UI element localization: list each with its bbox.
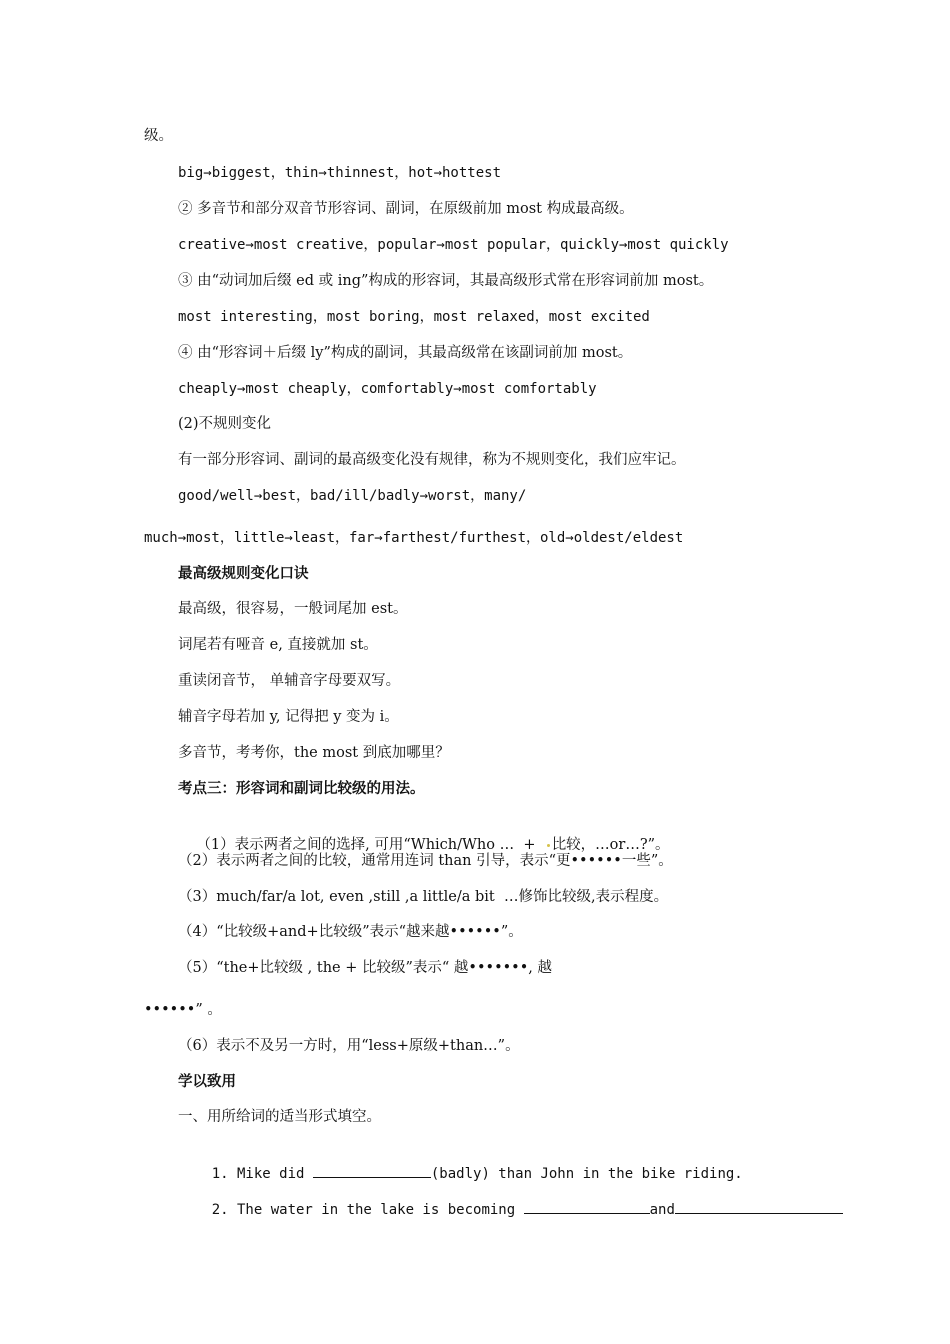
text-line: （3）much/far/a lot, even ,still ,a little/a bit …修饰比较级,表示程度。 <box>178 889 669 905</box>
text-line: 重读闭音节， 单辅音字母要双写。 <box>178 673 401 689</box>
exercise-line <box>178 1179 843 1240</box>
text-line: 词尾若有哑音 e, 直接就加 st。 <box>178 637 378 653</box>
text-line: big→biggest，thin→thinnest，hot→hottest <box>178 165 502 181</box>
answer-blank[interactable] <box>675 1199 843 1214</box>
answer-blank[interactable] <box>313 1163 431 1178</box>
text-fragment: and <box>649 1202 675 1218</box>
text-line: creative→most creative，popular→most popular，quickly→most quickly <box>178 237 729 253</box>
text-line: 辅音字母若加 y, 记得把 y 变为 i。 <box>178 709 399 725</box>
text-line: 有一部分形容词、副词的最高级变化没有规律，称为不规则变化，我们应牢记。 <box>178 452 686 468</box>
text-line: （4）“比较级+and+比较级”表示“越来越••••••”。 <box>178 924 523 940</box>
text-line: ③ 由“动词加后缀 ed 或 ing”构成的形容词，其最高级形式常在形容词前加 most。 <box>178 273 714 289</box>
text-line: （5）“the+比较级 , the + 比较级”表示“ 越•••••••, 越 <box>178 960 552 976</box>
text-line: good/well→best，bad/ill/badly→worst，many/ <box>178 488 527 504</box>
text-line: 最高级，很容易，一般词尾加 est。 <box>178 601 408 617</box>
section-heading: 学以致用 <box>178 1074 236 1090</box>
text-line: 多音节，考考你，the most 到底加哪里？ <box>178 745 450 761</box>
text-fragment: 比较，…or…?”。 <box>551 837 670 853</box>
dot-mark-icon <box>547 844 550 847</box>
text-line: 一、用所给词的适当形式填空。 <box>178 1109 381 1125</box>
text-line: most interesting，most boring，most relaxed，most excited <box>178 309 650 325</box>
text-line: ② 多音节和部分双音节形容词、副词，在原级前加 most 构成最高级。 <box>178 201 634 217</box>
text-line: ••••••” 。 <box>144 1002 222 1018</box>
text-line: 级。 <box>144 128 173 144</box>
text-fragment: 1. Mike did <box>211 1166 313 1182</box>
text-line: ④ 由“形容词＋后缀 ly”构成的副词，其最高级常在该副词前加 most。 <box>178 345 633 361</box>
text-line: cheaply→most cheaply，comfortably→most comfortably <box>178 381 597 397</box>
text-line: (2)不规则变化 <box>178 416 272 432</box>
section-heading: 最高级规则变化口诀 <box>178 566 309 582</box>
text-fragment: 2. The water in the lake is becoming <box>211 1202 524 1218</box>
text-line: much→most，little→least，far→farthest/furthest，old→oldest/eldest <box>144 530 684 546</box>
text-fragment: (badly) than John in the bike riding. <box>430 1166 743 1182</box>
section-heading: 考点三：形容词和副词比较级的用法。 <box>178 781 425 797</box>
answer-blank[interactable] <box>524 1199 650 1214</box>
text-line: （6）表示不及另一方时，用“less+原级+than…”。 <box>178 1038 520 1054</box>
text-fragment: （1）表示两者之间的选择, 可用“Which/Who … + <box>196 837 545 853</box>
text-line: （2）表示两者之间的比较，通常用连词 than 引导，表示“更••••••一些”。 <box>178 853 673 869</box>
